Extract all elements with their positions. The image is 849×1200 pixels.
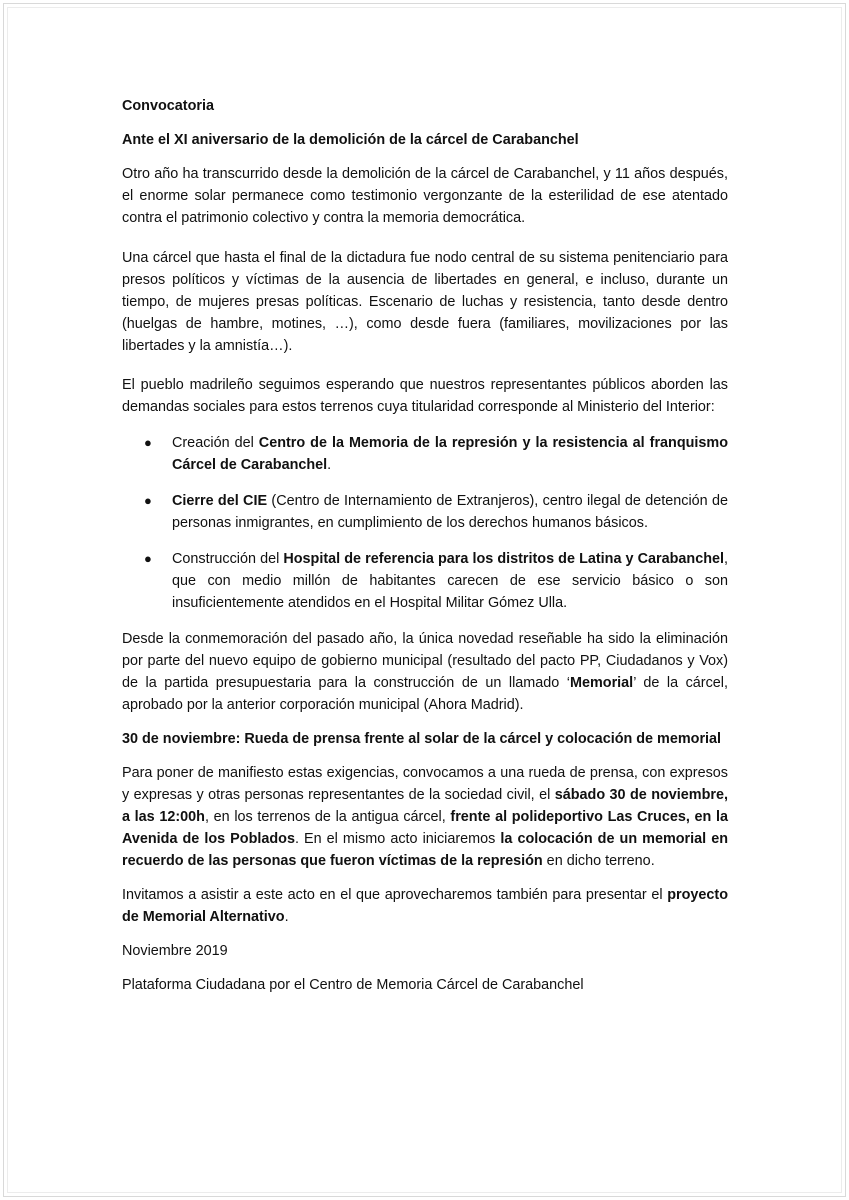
demand-text: Construcción del: [172, 551, 284, 567]
demand-emphasis: Hospital de referencia para los distritos de Latina y Carabanchel: [283, 551, 724, 567]
paragraph-text: . En el mismo acto iniciaremos: [294, 831, 501, 847]
paragraph-text: en dicho terreno.: [542, 853, 655, 869]
paragraph-text: Para poner de manifiesto estas exigencias, convocamos a una rueda de prensa, con expresos y expresas y otras personas representantes de la sociedad civil, el: [122, 765, 728, 803]
paragraph-text: ’ de la cárcel, aprobado por la anterior corporación municipal (Ahora Madrid).: [122, 675, 728, 713]
paragraph-intro: Otro año ha transcurrido desde la demolición de la cárcel de Carabanchel, y 11 años después, el enorme solar permanece como testimonio vergonzante de la esterilidad de ese atentado contra el patrimonio colectivo y contra la memoria democrática.: [122, 166, 728, 226]
list-item: [122, 490, 728, 534]
document-date: Noviembre 2019: [122, 943, 228, 959]
list-item: [122, 432, 728, 476]
paragraph-press-conference: [122, 762, 728, 872]
paragraph-text: Invitamos a asistir a este acto en el que aprovecharemos también para presentar el: [122, 887, 668, 903]
document-title: Ante el XI aniversario de la demolición de la cárcel de Carabanchel: [122, 132, 579, 148]
paragraph-demands-intro: El pueblo madrileño seguimos esperando que nuestros representantes públicos aborden las demandas sociales para estos terrenos cuya titularidad corresponde al Ministerio del Interior:: [122, 377, 728, 415]
section-subheading: 30 de noviembre: Rueda de prensa frente al solar de la cárcel y colocación de memorial: [122, 731, 722, 747]
paragraph-emphasis: frente al polideportivo Las Cruces, en la Avenida de los Poblados: [122, 809, 728, 847]
document-label: Convocatoria: [122, 98, 214, 114]
paragraph-emphasis: sábado 30 de noviembre, a las 12:00h: [122, 787, 728, 825]
demand-text: (Centro de Internamiento de Extranjeros), centro ilegal de detención de personas inmigrantes, en cumplimiento de los derechos humanos básicos.: [172, 493, 728, 531]
paragraph-text: .: [284, 909, 289, 925]
paragraph-memorial-update: [122, 628, 728, 716]
demand-text: .: [327, 457, 332, 473]
paragraph-text: Desde la conmemoración del pasado año, la única novedad reseñable ha sido la eliminación por parte del nuevo equipo de gobierno municipal (resultado del pacto PP, Ciudadanos y Vox) de la partida presupuestaria para la construcción de un llamado ‘: [122, 631, 728, 691]
paragraph-history: Una cárcel que hasta el final de la dictadura fue nodo central de su sistema penitenciario para presos políticos y víctimas de la ausencia de libertades en general, e incluso, durante un tiempo, de mujeres presas políticas. Escenario de luchas y resistencia, tanto desde dentro (huelgas de hambre, motines, …), como desde fuera (familiares, movilizaciones por las libertades y la amnistía…).: [122, 250, 728, 354]
demand-text: Creación del: [172, 435, 259, 451]
demand-emphasis: Centro de la Memoria de la represión y la resistencia al franquismo Cárcel de Carabanchel: [172, 435, 729, 473]
demand-text: , que con medio millón de habitantes carecen de ese servicio básico o son insuficientemente atendidos en el Hospital Militar Gómez Ulla.: [172, 551, 728, 611]
document-body: [122, 95, 728, 1008]
paragraph-text: , en los terrenos de la antigua cárcel,: [204, 809, 451, 825]
demand-emphasis: Cierre del CIE: [172, 493, 268, 509]
paragraph-emphasis: la colocación de un memorial en recuerdo de las personas que fueron víctimas de la represión: [122, 831, 728, 869]
paragraph-emphasis: Memorial: [570, 675, 634, 691]
document-signature: Plataforma Ciudadana por el Centro de Memoria Cárcel de Carabanchel: [122, 977, 584, 993]
demands-list: [122, 432, 728, 614]
bullet-icon: ●: [144, 551, 152, 566]
paragraph-invitation: [122, 884, 728, 928]
bullet-icon: ●: [144, 435, 152, 450]
list-item: [122, 548, 728, 614]
bullet-icon: ●: [144, 493, 152, 508]
paragraph-emphasis: proyecto de Memorial Alternativo: [122, 887, 728, 925]
